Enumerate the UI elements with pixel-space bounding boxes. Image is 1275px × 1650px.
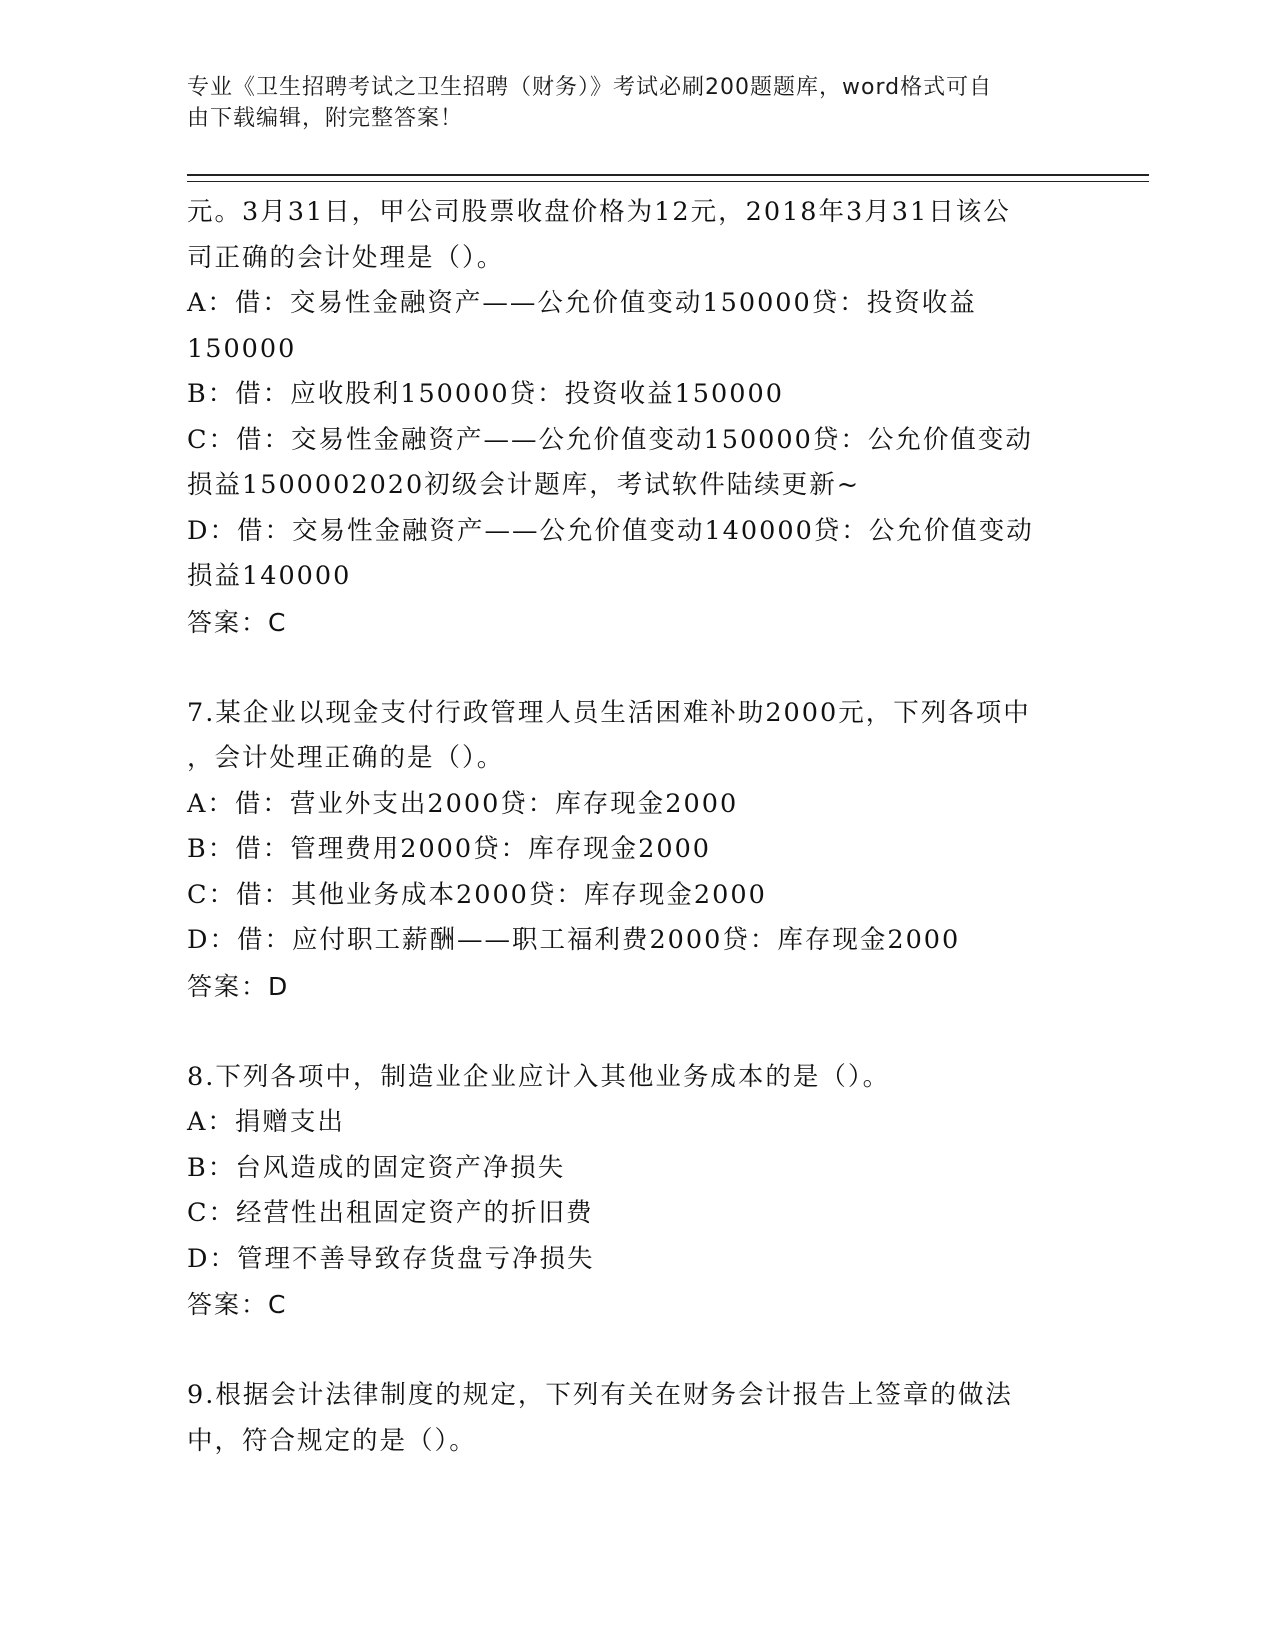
option-d: D：借：交易性金融资产——公允价值变动140000贷：公允价值变动 xyxy=(187,515,1034,546)
answer-label: 答案：D xyxy=(187,971,290,1001)
question-stem: 元。3月31日，甲公司股票收盘价格为12元，2018年3月31日该公 xyxy=(187,197,1011,227)
header-line-2: 由下载编辑，附完整答案！ xyxy=(187,106,464,131)
document-header xyxy=(187,72,1067,134)
question-7 xyxy=(187,691,1087,1010)
option-d-continued: 损益140000 xyxy=(187,561,352,591)
question-9 xyxy=(187,1373,1087,1464)
option-c-continued: 损益1500002020初级会计题库，考试软件陆续更新~ xyxy=(187,470,861,500)
option-c: C：借：其他业务成本2000贷：库存现金2000 xyxy=(187,879,767,910)
question-stem: 8.下列各项中，制造业企业应计入其他业务成本的是（）。 xyxy=(187,1061,891,1092)
option-d: D：管理不善导致存货盘亏净损失 xyxy=(187,1243,595,1274)
question-6 xyxy=(187,190,1087,645)
question-stem: 中，符合规定的是（）。 xyxy=(187,1425,477,1456)
question-8 xyxy=(187,1055,1087,1328)
answer-label: 答案：C xyxy=(187,607,288,637)
answer-label: 答案：C xyxy=(187,1290,288,1319)
option-b: B：台风造成的固定资产净损失 xyxy=(187,1152,566,1183)
header-divider-thin xyxy=(187,181,1149,182)
option-c: C：借：交易性金融资产——公允价值变动150000贷：公允价值变动 xyxy=(187,424,1033,455)
question-stem: 7.某企业以现金支付行政管理人员生活困难补助2000元，下列各项中 xyxy=(187,697,1031,728)
document-body xyxy=(187,190,1087,1464)
header-line-1: 专业《卫生招聘考试之卫生招聘（财务）》考试必刷200题题库，word格式可自 xyxy=(187,75,993,100)
option-b: B：借：管理费用2000贷：库存现金2000 xyxy=(187,834,712,864)
option-a: A：借：交易性金融资产——公允价值变动150000贷：投资收益 xyxy=(187,288,977,318)
option-a: A：捐赠支出 xyxy=(187,1107,345,1137)
question-stem: 9.根据会计法律制度的规定，下列有关在财务会计报告上签章的做法 xyxy=(187,1380,1013,1410)
question-stem: 司正确的会计处理是（）。 xyxy=(187,242,505,273)
option-b: B：借：应收股利150000贷：投资收益150000 xyxy=(187,379,784,409)
header-divider-thick xyxy=(187,174,1149,176)
option-d: D：借：应付职工薪酬——职工福利费2000贷：库存现金2000 xyxy=(187,925,961,955)
option-c: C：经营性出租固定资产的折旧费 xyxy=(187,1198,594,1228)
option-a: A：借：营业外支出2000贷：库存现金2000 xyxy=(187,788,739,819)
option-a-continued: 150000 xyxy=(187,333,297,364)
question-stem: ，会计处理正确的是（）。 xyxy=(187,743,505,773)
